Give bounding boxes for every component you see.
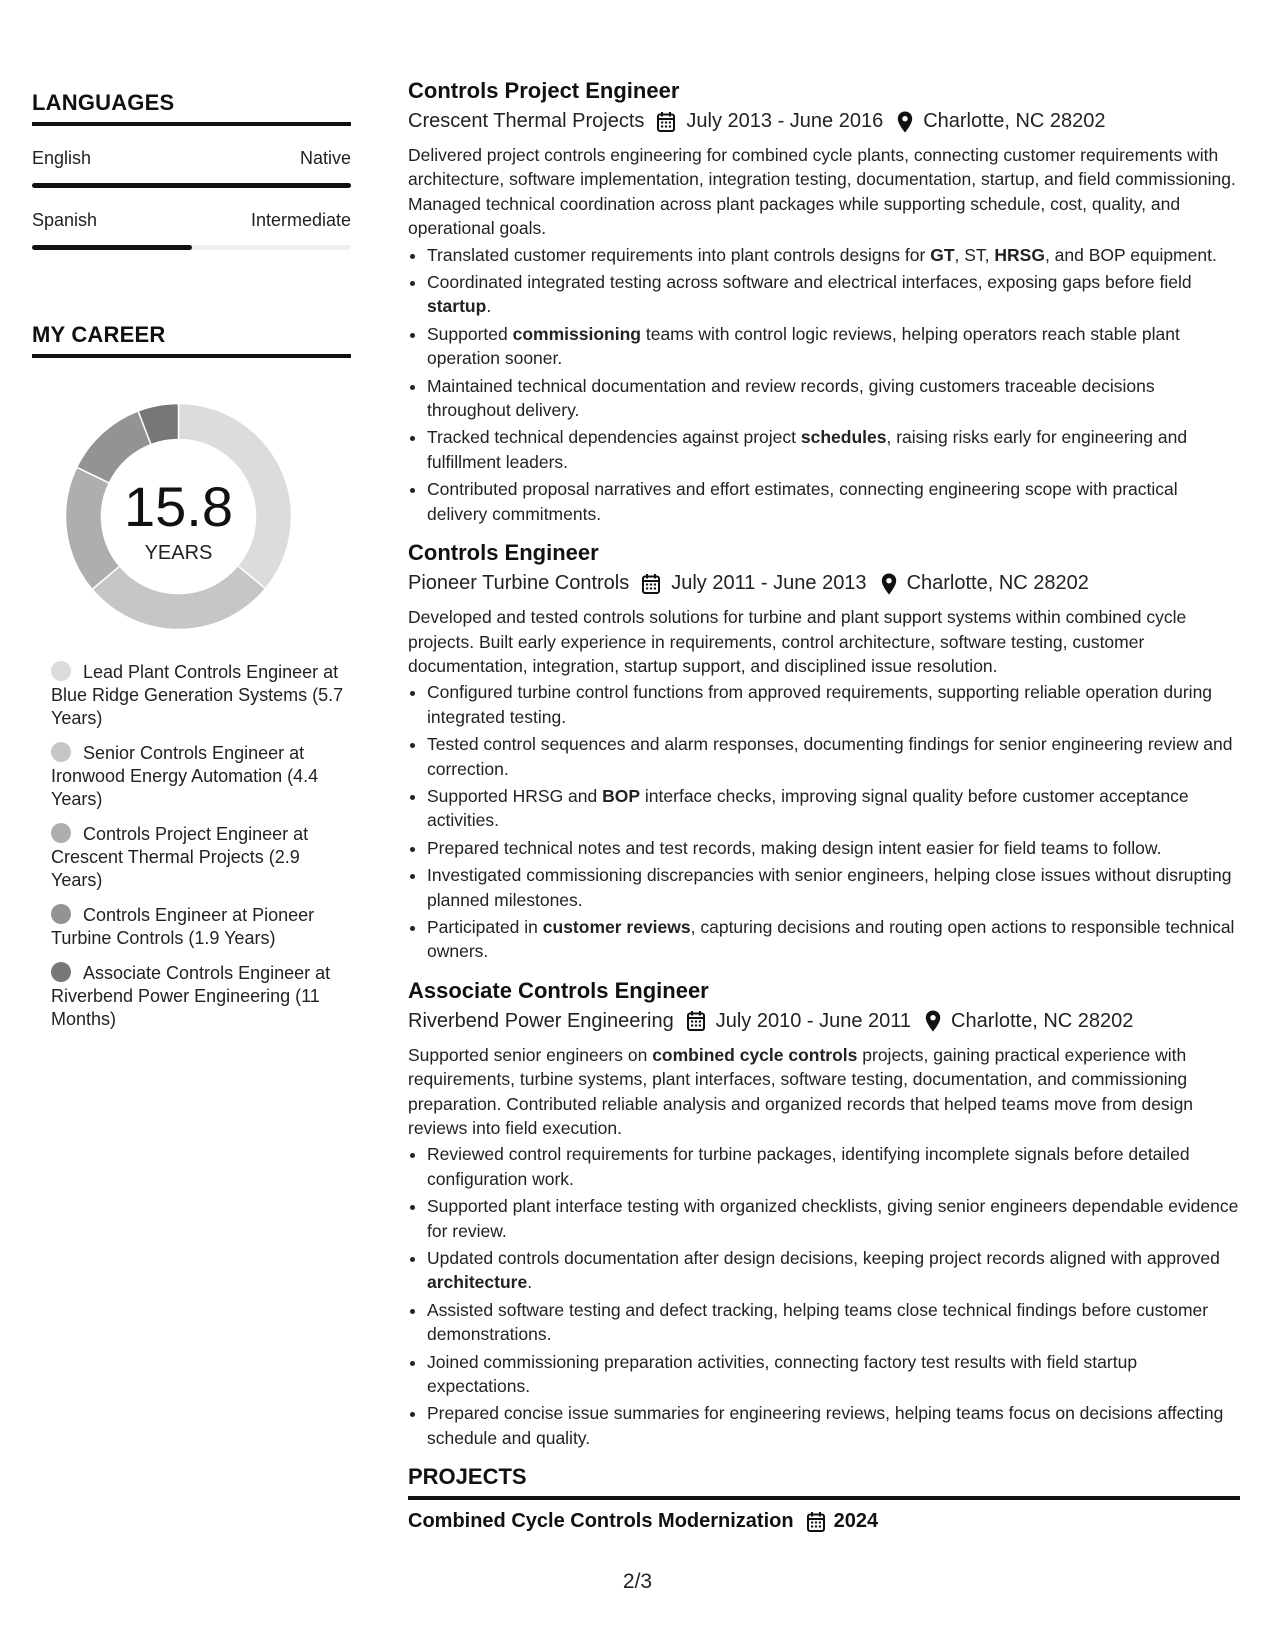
emphasis-text: architecture — [427, 1272, 528, 1293]
job-location: Charlotte, NC 28202 — [906, 572, 1089, 595]
emphasis-text: combined cycle controls — [652, 1044, 858, 1065]
language-proficiency-fill — [32, 245, 192, 250]
language-name: English — [32, 148, 92, 168]
languages-list — [32, 148, 351, 250]
career-legend-text: Senior Controls Engineer at Ironwood Energy Automation (4.4 Years) — [51, 743, 319, 809]
career-legend-text: Lead Plant Controls Engineer at Blue Ridge Generation Systems (5.7 Years) — [51, 662, 344, 728]
language-proficiency-fill — [32, 183, 351, 188]
project-name: Combined Cycle Controls Modernization — [408, 1510, 794, 1533]
career-legend-item — [51, 962, 351, 1031]
job-bullet: • Contributed proposal narratives and effort estimates, connecting engineering scope with practical delivery commitments. — [427, 477, 1240, 526]
language-row — [32, 210, 351, 231]
project-row — [408, 1510, 1240, 1533]
location-pin-icon — [925, 1010, 941, 1032]
emphasis-text: BOP — [602, 785, 641, 806]
languages-title: LANGUAGES — [32, 90, 351, 126]
languages-section — [32, 90, 351, 250]
main-content — [408, 78, 1240, 1533]
projects-section — [408, 1464, 1240, 1533]
job-bullet: • Investigated commissioning discrepancies with senior engineers, helping close issues without disrupting planned milestones. — [427, 863, 1240, 912]
job-bullets — [408, 680, 1240, 963]
calendar-icon — [806, 1511, 826, 1533]
job-meta — [408, 572, 1240, 595]
language-proficiency-bar — [32, 245, 351, 250]
job-description: Developed and tested controls solutions for turbine and plant support systems within combined cycle projects. Built early experience in requirements, control architecture, software testing, customer documentation, integration, startup support, and disciplined issue resolution. — [408, 607, 1187, 676]
job-bullet: • Translated customer requirements into plant controls designs for GT, ST, HRSG, and BOP equipment. — [427, 243, 1240, 267]
legend-color-dot — [51, 823, 71, 843]
language-level: Intermediate — [250, 210, 351, 230]
location-pin-icon — [897, 111, 913, 133]
donut-slice — [77, 411, 151, 483]
career-section — [32, 322, 351, 1031]
legend-color-dot — [51, 904, 71, 924]
legend-color-dot — [51, 962, 71, 982]
career-legend-item — [51, 823, 351, 892]
job-bullet: • Supported commissioning teams with control logic reviews, helping operators reach stable plant operation sooner. — [427, 322, 1240, 371]
job-bullets — [408, 1142, 1240, 1450]
job-bullet: • Tested control sequences and alarm responses, documenting findings for senior engineering review and correction. — [427, 732, 1240, 781]
job-title: Associate Controls Engineer — [408, 977, 709, 1003]
job-company: Crescent Thermal Projects — [408, 110, 645, 132]
legend-color-dot — [51, 661, 71, 681]
job-bullet: • Assisted software testing and defect tracking, helping teams close technical findings before customer demonstrations. — [427, 1298, 1240, 1347]
emphasis-text: HRSG — [994, 244, 1045, 265]
job-company: Riverbend Power Engineering — [408, 1009, 674, 1032]
job-bullet: • Participated in customer reviews, capturing decisions and routing open actions to responsible technical owners. — [427, 915, 1240, 964]
job-bullet: • Maintained technical documentation and review records, giving customers traceable decisions throughout delivery. — [427, 374, 1240, 423]
career-legend-text: Associate Controls Engineer at Riverbend Power Engineering (11 Months) — [51, 963, 331, 1029]
language-proficiency-bar — [32, 183, 351, 188]
career-legend-item — [51, 661, 351, 730]
career-legend-text: Controls Engineer at Pioneer Turbine Controls (1.9 Years) — [51, 905, 315, 948]
job-meta — [408, 110, 1240, 133]
job-bullet: • Supported HRSG and BOP interface checks, improving signal quality before customer acceptance activities. — [427, 784, 1240, 833]
location-pin-icon — [881, 573, 897, 595]
career-total-unit: YEARS — [144, 542, 213, 564]
legend-color-dot — [51, 742, 71, 762]
job-bullets — [408, 243, 1240, 526]
language-name: Spanish — [32, 210, 98, 230]
job-title: Controls Project Engineer — [408, 78, 680, 103]
emphasis-text: schedules — [800, 427, 887, 448]
emphasis-text: customer reviews — [542, 916, 691, 937]
language-level: Native — [299, 148, 351, 168]
career-donut-chart — [64, 402, 293, 631]
career-legend-text: Controls Project Engineer at Crescent Thermal Projects (2.9 Years) — [51, 824, 309, 890]
job-dates: July 2010 - June 2011 — [715, 1009, 912, 1032]
emphasis-text: GT — [930, 244, 955, 265]
emphasis-text: startup — [427, 296, 487, 317]
calendar-icon — [656, 111, 676, 133]
job-title: Controls Engineer — [408, 540, 599, 566]
calendar-icon — [686, 1010, 706, 1032]
job-location: Charlotte, NC 28202 — [923, 110, 1106, 132]
job-location: Charlotte, NC 28202 — [951, 1009, 1134, 1032]
page-number: 2/3 — [622, 1570, 653, 1593]
job-dates: July 2013 - June 2016 — [686, 110, 884, 132]
job-bullet: • Prepared technical notes and test records, making design intent easier for field teams to follow. — [427, 836, 1240, 860]
projects-list — [408, 1510, 1240, 1533]
career-legend-item — [51, 904, 351, 950]
job-bullet: • Reviewed control requirements for turbine packages, identifying incomplete signals before detailed configuration work. — [427, 1142, 1240, 1191]
emphasis-text: commissioning — [512, 323, 641, 344]
projects-title: PROJECTS — [408, 1464, 1240, 1500]
job-bullet: • Updated controls documentation after design decisions, keeping project records aligned with approved architecture. — [427, 1246, 1240, 1295]
project-year: 2024 — [833, 1510, 879, 1533]
job-description: Supported senior engineers on combined cycle controls projects, gaining practical experience with requirements, turbine systems, plant interfaces, software testing, documentation, and commissioning preparation. Contributed reliable analysis and organized records that helped teams move from design reviews into field execution. — [408, 1044, 1194, 1138]
job-entry — [408, 78, 1240, 526]
job-bullet: • Configured turbine control functions from approved requirements, supporting reliable operation during integrated testing. — [427, 680, 1240, 729]
job-bullet: • Joined commissioning preparation activities, connecting factory test results with field startup expectations. — [427, 1350, 1240, 1399]
career-legend-item — [51, 742, 351, 811]
job-meta — [408, 1010, 1240, 1033]
calendar-icon — [641, 573, 661, 595]
language-row — [32, 148, 351, 169]
career-title: MY CAREER — [32, 322, 351, 358]
job-company: Pioneer Turbine Controls — [408, 572, 630, 595]
job-bullet: • Coordinated integrated testing across software and electrical interfaces, exposing gaps before field startup. — [427, 270, 1240, 319]
job-dates: July 2011 - June 2013 — [671, 572, 867, 595]
career-legend — [51, 661, 351, 1031]
job-description: Delivered project controls engineering for combined cycle plants, connecting customer requirements with architecture, software implementation, integration testing, documentation, startup, and field commissioning. Managed technical coordination across plant packages while supporting schedule, cost, quality, and operational goals. — [408, 145, 1236, 239]
job-bullet: • Prepared concise issue summaries for engineering reviews, helping teams focus on decisions affecting schedule and quality. — [427, 1401, 1240, 1450]
donut-slice — [92, 566, 265, 630]
experience-list — [408, 78, 1240, 1450]
job-bullet: • Tracked technical dependencies against project schedules, raising risks early for engineering and fulfillment leaders. — [427, 425, 1240, 474]
sidebar — [32, 90, 351, 1043]
job-entry — [408, 978, 1240, 1451]
job-bullet: • Supported plant interface testing with organized checklists, giving senior engineers dependable evidence for review. — [427, 1194, 1240, 1243]
career-total-years: 15.8 — [124, 475, 233, 538]
job-entry — [408, 540, 1240, 964]
